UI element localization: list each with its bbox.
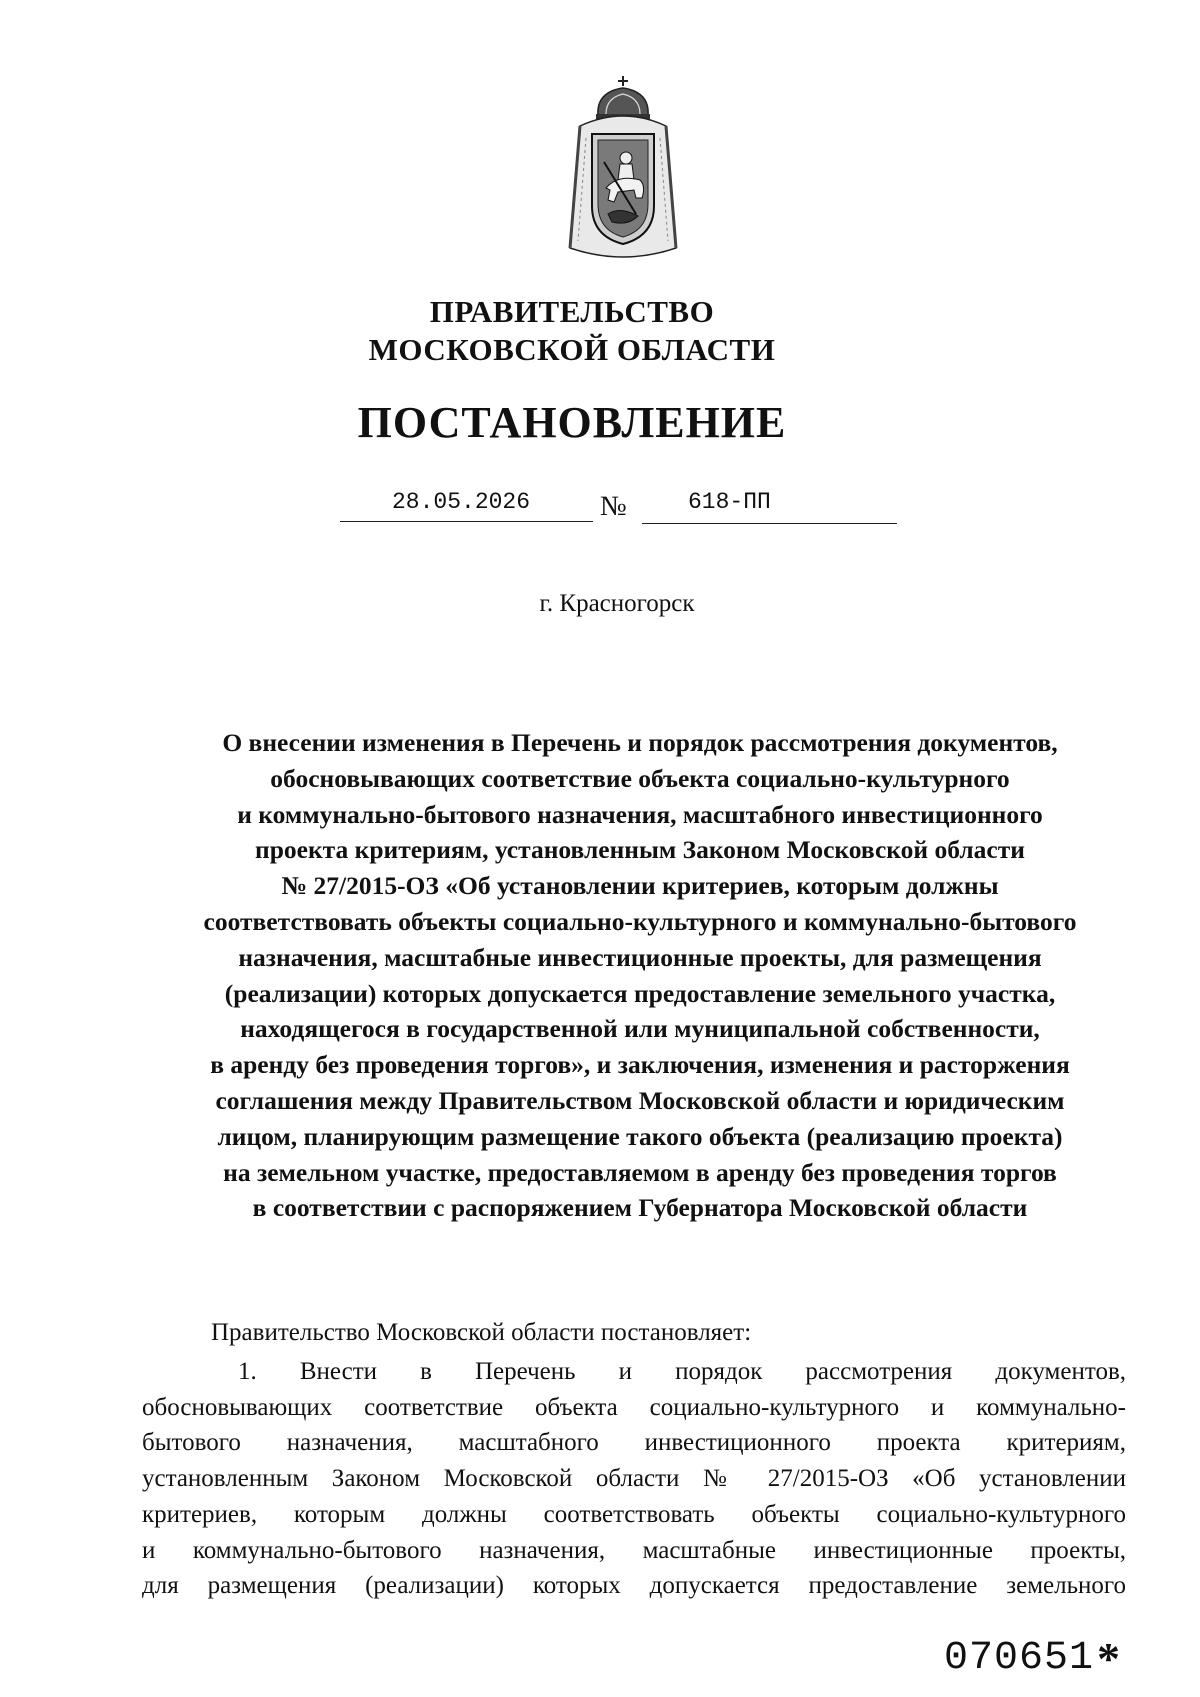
body-line: установленным Законом Московской области № 27/2015-ОЗ «Об установлении: [142, 1465, 1126, 1493]
title-line: № 27/2015-ОЗ «Об установлении критериев, которым должны: [281, 871, 999, 901]
document-type: ПОСТАНОВЛЕНИЕ: [357, 398, 787, 447]
number-underline: [642, 523, 897, 524]
date-underline: [340, 521, 593, 522]
number-sign: №: [600, 491, 627, 522]
body-line: 1. Внести в Перечень и порядок рассмотрения документов,: [238, 1358, 1126, 1385]
title-line: соответствовать объекты социально-культурного и коммунально-бытового: [203, 906, 1077, 936]
body-line: критериев, которым должны соответствовать объекты социально-культурного: [142, 1500, 1126, 1528]
title-line: на земельном участке, предоставляемом в аренду без проведения торгов: [223, 1157, 1057, 1187]
title-line: и коммунально-бытового назначения, масштабного инвестиционного: [237, 799, 1043, 829]
organization-name-line-2: МОСКОВСКОЙ ОБЛАСТИ: [368, 332, 776, 367]
body-paragraph: [142, 1354, 1126, 1604]
body-line: бытового назначения, масштабного инвестиционного проекта критериям,: [142, 1429, 1126, 1457]
body-line: для размещения (реализации) которых допускается предоставление земельного: [142, 1572, 1126, 1600]
body-line: и коммунально-бытового назначения, масштабные инвестиционные проекты,: [142, 1536, 1126, 1564]
title-line: О внесении изменения в Перечень и порядок рассмотрения документов,: [222, 728, 1058, 757]
title-line: проекта критериям, установленным Законом Московской области: [255, 835, 1025, 865]
document-title: [140, 725, 1140, 1226]
document-number: 618-ПП: [688, 489, 771, 515]
body-intro: Правительство Московской области постановляет:: [211, 1319, 752, 1346]
city: г. Красногорск: [539, 590, 695, 617]
serial-number: 070651: [944, 1636, 1095, 1681]
moscow-oblast-coat-of-arms-icon: [558, 76, 688, 262]
star-mark: *: [1097, 1633, 1120, 1684]
title-line: (реализации) которых допускается предоставление земельного участка,: [224, 978, 1056, 1008]
title-line: в аренду без проведения торгов», и заключения, изменения и расторжения: [210, 1050, 1070, 1080]
title-line: лицом, планирующим размещение такого объекта (реализацию проекта): [217, 1121, 1063, 1151]
title-line: соглашения между Правительством Московской области и юридическим: [215, 1085, 1065, 1115]
body-line: обосновывающих соответствие объекта социально-культурного и коммунально-: [142, 1393, 1126, 1421]
title-line: находящегося в государственной или муниципальной собственности,: [240, 1014, 1040, 1044]
organization-name-line-1: ПРАВИТЕЛЬСТВО: [429, 294, 715, 329]
title-line: обосновывающих соответствие объекта социально-культурного: [270, 763, 1010, 793]
document-date: 28.05.2026: [392, 489, 531, 515]
title-line: назначения, масштабные инвестиционные проекты, для размещения: [238, 942, 1042, 972]
title-line: в соответствии с распоряжением Губернатора Московской области: [252, 1193, 1028, 1223]
